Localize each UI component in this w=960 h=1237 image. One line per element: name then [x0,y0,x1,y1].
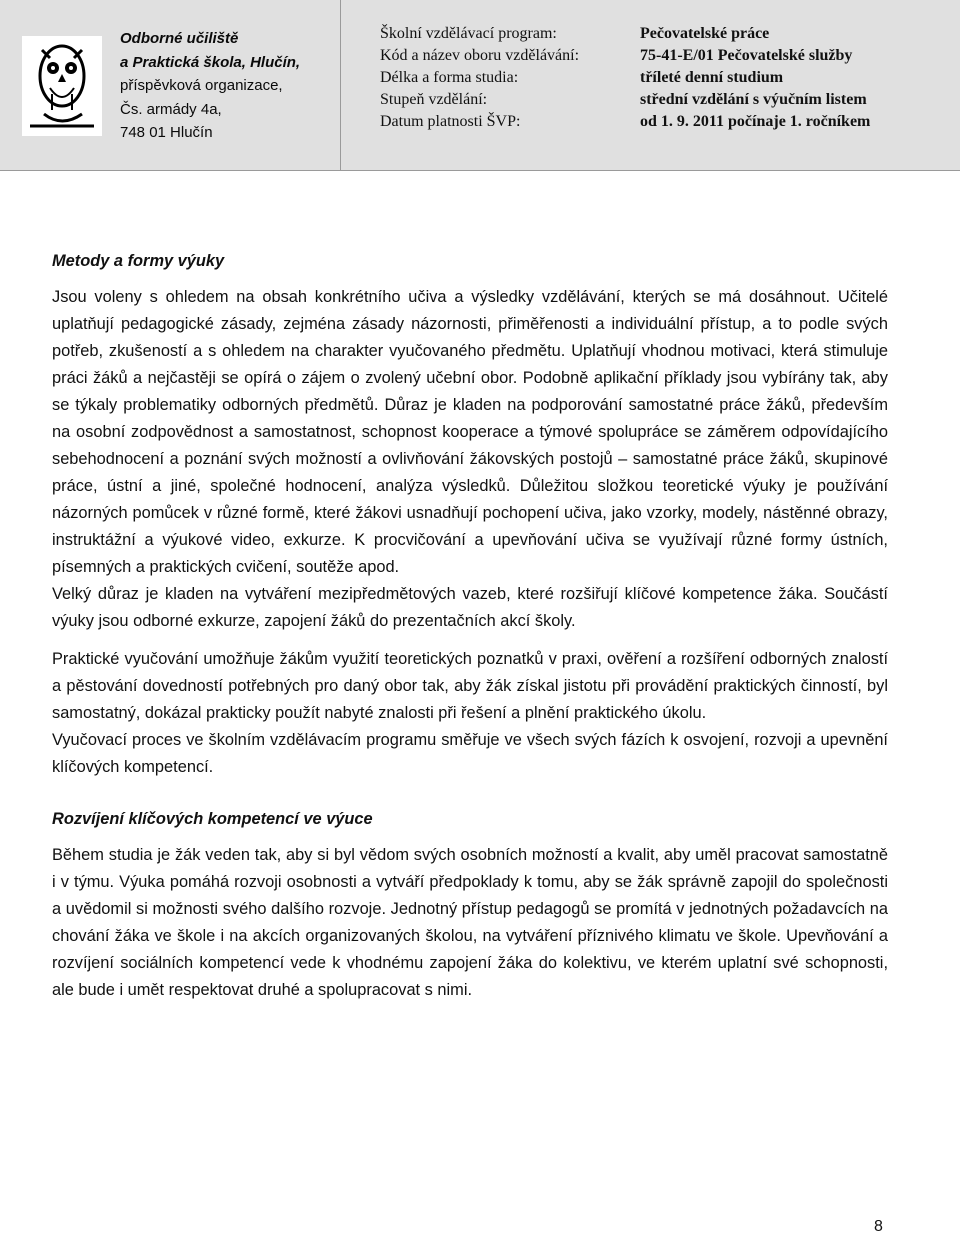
program-label: Školní vzdělávací program: [380,25,557,42]
field-code-row [380,45,955,67]
study-length-value: tříleté denní studium [640,69,784,86]
section-heading-methods: Metody a formy výuky [52,252,225,270]
header-divider [340,0,341,170]
paragraph: Praktické vyučování umožňuje žákům využití teoretických poznatků v praxi, ověření a rozšíření odborných znalostí a pěstování dovedností potřebných pro daný obor tak, aby žák získal jistotu při provádění praktických činností, byl samostatný, dokázal prakticky použít nabyté znalosti při řešení a plnění praktického úkolu. [52,650,888,722]
study-length-label: Délka a forma studia: [380,69,519,86]
education-level-row [380,89,955,111]
program-row [380,23,955,45]
program-info [380,23,955,133]
validity-date-row [380,111,955,133]
school-street: Čs. armády 4a, [120,100,222,118]
owl-logo-icon [22,36,102,136]
school-postal-city: 748 01 Hlučín [120,124,213,141]
school-info [120,27,338,145]
paragraph: Velký důraz je kladen na vytváření mezipředmětových vazeb, které rozšiřují klíčové kompetence žáka. Součástí výuky jsou odborné exkurze, zapojení žáků do prezentačních akcí školy. [52,585,888,630]
validity-date-label: Datum platnosti ŠVP: [380,113,521,130]
section-heading-competences: Rozvíjení klíčových kompetencí ve výuce [52,810,373,828]
education-level-value: střední vzdělání s výučním listem [640,91,867,108]
paragraph: Jsou voleny s ohledem na obsah konkrétního učiva a výsledky vzdělávání, kterých se má dosáhnout. Učitelé uplatňují pedagogické zásady, zejména zásady názornosti, přiměřenosti a individuální přístup, a to podle svých potřeb, zkušeností a s ohledem na charakter vyučovaného předmětu. Uplatňují vhodnou motivaci, která stimuluje práci žáků a nejčastěji se opírá o zájem o zvolený učební obor. Podobně aplikační příklady jsou vybírány tak, aby se týkaly problematiky odborných předmětů. Důraz je kladen na podporování samostatné práce žáků, především na osobní zodpovědnost a samostatnost, schopnost kooperace a týmové spolupráce se záměrem odpovídajícího sebehodnocení a poznání svých možností a ovlivňování žákovských postojů – samostatné práce žáků, skupinové práce, ústní a jiné, společné hodnocení, analýza výsledků. Důležitou složkou teoretické výuky je používání názorných pomůcek v různé formě, které žákovi usnadňují pochopení učiva, jako vzorky, modely, nástěnné obrazy, instruktážní a výukové video, exkurze. K procvičování a upevňování učiva se využívají různé formy ústních, písemných a praktických cvičení, soutěže apod. [52,288,888,576]
study-length-row [380,67,955,89]
document-body [52,248,888,1004]
validity-date-value: od 1. 9. 2011 počínaje 1. ročníkem [640,113,871,130]
document-header [0,0,960,171]
field-code-value: 75-41-E/01 Pečovatelské služby [640,47,853,64]
paragraph: Vyučovací proces ve školním vzdělávacím programu směřuje ve všech svých fázích k osvojení, rozvoji a upevnění klíčových kompetencí. [52,731,888,776]
school-organization-type: příspěvková organizace, [120,77,283,94]
page-number: 8 [874,1218,883,1235]
education-level-label: Stupeň vzdělání: [380,91,488,108]
program-value: Pečovatelské práce [640,25,770,42]
school-name-line1: Odborné učiliště [120,30,239,47]
paragraph: Během studia je žák veden tak, aby si byl vědom svých osobních možností a kvalit, aby uměl pracovat samostatně i v týmu. Výuka pomáhá rozvoji osobnosti a vytváří předpoklady k tomu, aby se žák správně zapojil do společnosti a uvědomil si možnosti svého dalšího rozvoje. Jednotný přístup pedagogů se promítá v jednotných požadavcích na chování žáka ve škole i na akcích organizovaných školou, na vytváření příznivého klimatu ve škole. Upevňování a rozvíjení sociálních kompetencí vede k vhodnému zapojení žáka do kolektivu, ve kterém uplatní své schopnosti, ale bude i umět respektovat druhé a spolupracovat s nimi. [52,846,888,999]
school-name-line2: a Praktická škola, Hlučín, [120,53,301,71]
field-code-label: Kód a název oboru vzdělávání: [380,47,580,64]
